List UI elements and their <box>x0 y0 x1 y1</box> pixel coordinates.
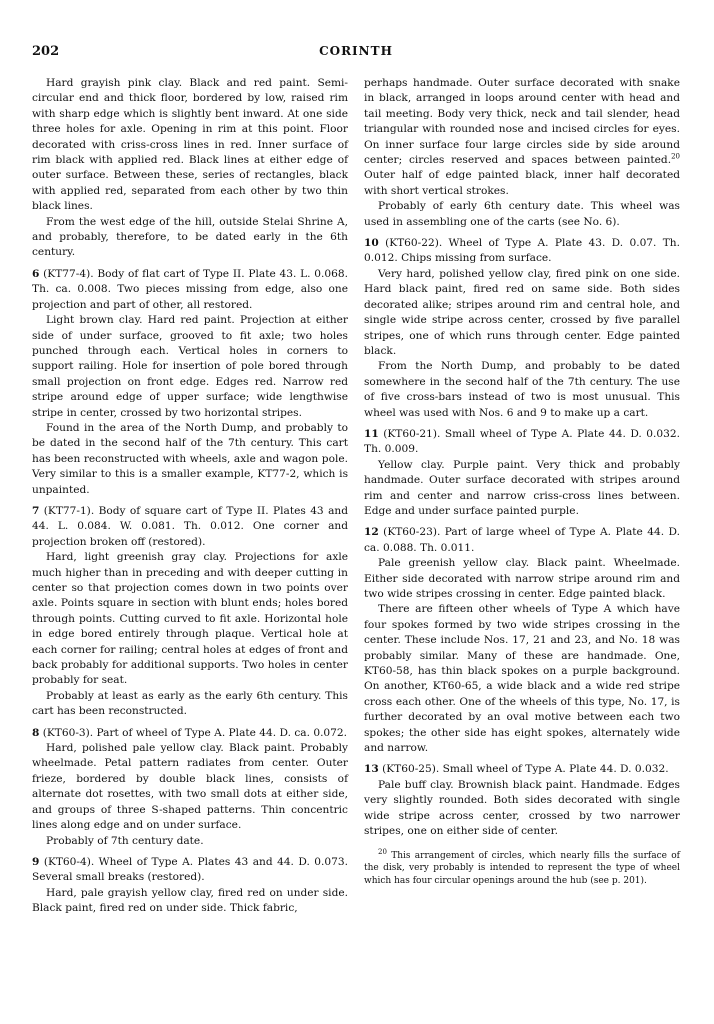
paragraph: Very hard, polished yellow clay, fired pink on one side. Hard black paint, fired red on same side. Both sides decorated alike; stripes around rim and central hole, and single wide stripe across center, crossed by five parallel stripes, one of which runs through center. Edge painted black. <box>364 267 680 357</box>
entry-number: 9 <box>32 855 40 868</box>
right-column <box>364 76 680 887</box>
paragraph: Probably of early 6th century date. This wheel was used in assembling one of the carts (see No. 6). <box>364 200 680 228</box>
paragraph: Hard, light greenish gray clay. Projections for axle much higher than in preceding and with deeper cutting in center so that projection comes down in two points over axle. Points square in section with blunt ends; holes bored through points. Cutting curved to fit axle. Horizontal hole in edge bored entirely through plaque. Vertical hole at each corner for railing; central holes at edges of front and back probably for additional supports. Two holes in center probably for seat. <box>32 551 348 687</box>
entry-heading: (KT77-1). Body of square cart of Type II. Plates 43 and 44. L. 0.084. W. 0.081. Th. 0.012. One corner and projection broken off (restored). <box>32 504 348 548</box>
catalogue-entry-7 <box>32 504 348 550</box>
footnote-reference[interactable]: 20 <box>671 152 680 161</box>
paragraph: From the west edge of the hill, outside Stelai Shrine A, and probably, therefore, to be dated early in the 6th century. <box>32 215 348 259</box>
page-number: 202 <box>32 44 60 59</box>
entry-heading: (KT60-21). Small wheel of Type A. Plate 44. D. 0.032. Th. 0.009. <box>364 427 680 456</box>
entry-number: 6 <box>32 267 40 280</box>
paragraph: From the North Dump, and probably to be dated somewhere in the second half of the 7th century. The use of five cross-bars instead of two is most unusual. This wheel was used with Nos. 6 and 9 to make up a cart. <box>364 360 680 419</box>
footnote-text: This arrangement of circles, which nearly fills the surface of the disk, very probably is intended to represent the type of wheel which has four circular openings around the hub (see p. 201). <box>364 850 680 886</box>
catalogue-entry-13 <box>364 762 680 777</box>
paragraph: Hard grayish pink clay. Black and red paint. Semi-circular end and thick floor, bordered by low, raised rim with sharp edge which is slightly bent inward. At one side three holes for axle. Opening in rim at this point. Floor decorated with criss-cross lines in red. Inner surface of rim black with applied red. Black lines at either edge of outer surface. Between these, series of rectangles, black with applied red, separated from each other by two thin black lines. <box>32 77 348 213</box>
entry-heading: (KT60-23). Part of large wheel of Type A. Plate 44. D. ca. 0.088. Th. 0.011. <box>364 526 680 554</box>
entry-number: 13 <box>364 763 379 776</box>
left-column <box>32 76 348 917</box>
paragraph: Light brown clay. Hard red paint. Projection at either side of under surface, grooved to fit axle; two holes punched through each. Vertical holes in corners to support railing. Hole for insertion of pole bored through small projection on front edge. Edges red. Narrow red stripe around edge of upper surface; wide lengthwise stripe in center, crossed by two horizontal stripes. <box>32 314 348 419</box>
catalogue-entry-10 <box>364 236 680 267</box>
entry-heading: (KT60-3). Part of wheel of Type A. Plate 44. D. ca. 0.072. <box>39 726 348 739</box>
paragraph: Hard, polished pale yellow clay. Black paint. Probably wheelmade. Petal pattern radiates from center. Outer frieze, bordered by double black lines, consists of alternate dot rosettes, with two small dots at either side, and groups of three S-shaped patterns. Thin concentric lines along edge and on under surface. <box>32 742 348 832</box>
entry-heading: (KT60-4). Wheel of Type A. Plates 43 and 44. D. 0.073. Several small breaks (restored). <box>32 855 348 884</box>
entry-number: 7 <box>32 504 40 517</box>
paragraph: Yellow clay. Purple paint. Very thick and probably handmade. Outer surface decorated with stripes around rim and center and narrow criss-cross lines between. Edge and under surface painted purple. <box>364 458 680 517</box>
entry-number: 10 <box>364 237 379 250</box>
paragraph: Probably at least as early as the early 6th century. This cart has been reconstructed. <box>32 689 348 718</box>
entry-heading: (KT60-25). Small wheel of Type A. Plate 44. D. 0.032. <box>378 763 669 776</box>
entry-number: 11 <box>364 427 379 440</box>
catalogue-entry-12 <box>364 525 680 556</box>
paragraph: Pale greenish yellow clay. Black paint. Wheelmade. Either side decorated with narrow stripe around rim and two wide stripes crossing in center. Edge painted black. <box>364 557 680 600</box>
running-title: CORINTH <box>319 44 393 58</box>
page-header <box>32 44 680 64</box>
paragraph <box>364 76 680 199</box>
footnote <box>364 847 680 888</box>
paragraph: Found in the area of the North Dump, and probably to be dated in the second half of the 7th century. This cart has been reconstructed with wheels, axle and wagon pole. Very similar to this is a smaller example, KT77-2, which is unpainted. <box>32 421 348 496</box>
paragraph: There are fifteen other wheels of Type A which have four spokes formed by two wide stripes crossing in the center. These include Nos. 17, 21 and 23, and No. 18 was probably similar. Many of these are handmade. One, KT60-58, has thin black spokes on a purple background. On another, KT60-65, a wide black and a wide red stripe cross each other. One of the wheels of this type, No. 17, is further decorated by an oval motive between each two spokes; the other side has eight spokes, alternately wide and narrow. <box>364 603 680 755</box>
paragraph: Probably of 7th century date. <box>46 834 204 847</box>
entry-heading: (KT60-22). Wheel of Type A. Plate 43. D. 0.07. Th. 0.012. Chips missing from surface. <box>364 237 680 265</box>
entry-number: 12 <box>364 526 379 539</box>
text-run: Outer half of edge painted black, inner half decorated with short vertical strokes. <box>364 169 680 197</box>
text-run: perhaps handmade. Outer surface decorated with snake in black, arranged in loops around center with head and tail meeting. Body very thick, neck and tail slender, head triangular with rounded nose and incised circles for eyes. On inner surface four large circles side by side around center; circles reserved and spaces between painted. <box>364 77 680 167</box>
entry-heading: (KT77-4). Body of flat cart of Type II. Plate 43. L. 0.068. Th. ca. 0.008. Two pieces missing from edge, also one projection and part of other, all restored. <box>32 267 348 311</box>
entry-number: 8 <box>32 726 40 739</box>
catalogue-entry-9 <box>32 855 348 886</box>
footnote-number: 20 <box>378 847 387 856</box>
catalogue-entry-8 <box>32 726 348 741</box>
catalogue-entry-6 <box>32 267 348 313</box>
catalogue-entry-11 <box>364 427 680 458</box>
paragraph: Pale buff clay. Brownish black paint. Handmade. Edges very slightly rounded. Both sides decorated with single wide stripe across center, crossed by two narrower stripes, one on either side of center. <box>364 778 680 838</box>
paragraph: Hard, pale grayish yellow clay, fired red on under side. Black paint, fired red on under side. Thick fabric, <box>32 886 348 915</box>
